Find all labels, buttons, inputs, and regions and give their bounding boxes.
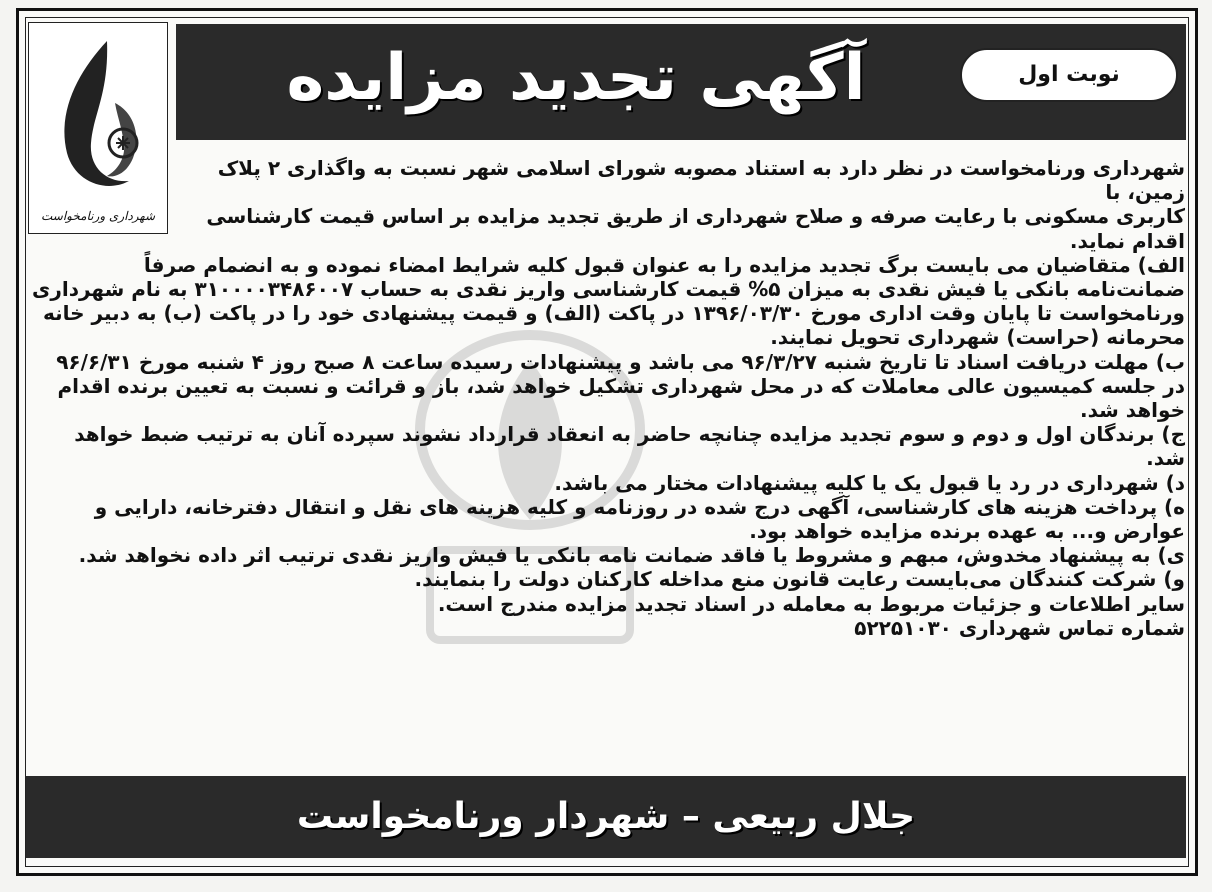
clause-dal: د) شهرداری در رد یا قبول یک یا کلیه پیشنهادات مختار می باشد. (554, 470, 1185, 495)
clause-vav: و) شرکت کنندگان می‌بایست رعایت قانون منع مداخله کارکنان دولت را بنمایند. (414, 567, 1185, 592)
notice-title: آگهی تجدید مزایده (286, 41, 866, 115)
clause-he: ه) پرداخت هزینه های کارشناسی، آگهی درج شده در روزنامه و کلیه هزینه های نقل و انتقال دفترخانه، دارایی و عوارض و... به عهده برنده مزایده خواهد بود. (94, 494, 1185, 544)
clause-ye: ی) به پیشنهاد مخدوش، مبهم و مشروط یا فاقد ضمانت نامه بانکی یا فیش واریز نقدی ترتیب اثر داده نخواهد شد. (78, 543, 1185, 568)
clause-be: ب) مهلت دریافت اسناد تا تاریخ شنبه ۹۶/۳/۲۷ می باشد و پیشنهادات رسیده ساعت ۸ صبح روز ۴ شنبه مورخ ۹۶/۶/۳۱ در جلسه کمیسیون عالی معاملات که در محل شهرداری تشکیل خواهد شد، باز و قرائت و نسبت به تعیین برنده اقدام خواهد شد. (56, 349, 1185, 423)
notice-body (30, 156, 1185, 756)
intro-line-1: شهرداری ورنامخواست در نظر دارد به استناد مصوبه شورای اسلامی شهر نسبت به واگذاری ۲ پلاک زمین، با (217, 156, 1185, 205)
contact-phone-line: شماره تماس شهرداری ۵۲۲۵۱۰۳۰ (854, 615, 1185, 640)
other-info-line: سایر اطلاعات و جزئیات مربوط به معامله در اسناد تجدید مزایده مندرج است. (437, 591, 1185, 616)
intro-block (205, 156, 1185, 253)
intro-line-2: کاربری مسکونی با رعایت صرفه و صلاح شهرداری از طریق تجدید مزایده بر اساس قیمت کارشناسی اقدام نماید. (206, 204, 1185, 253)
clause-jim: ج) برندگان اول و دوم و سوم تجدید مزایده چنانچه حاضر به انعقاد قرارداد نشوند سپرده آنان به ترتیب ضبط خواهد شد. (74, 422, 1185, 471)
mayor-signature: جلال ربیعی – شهردار ورنامخواست (296, 796, 916, 837)
clause-alef: الف) متقاضیان می بایست برگ تجدید مزایده را به عنوان قبول کلیه شرایط امضاء نموده و به انضمام صرفاً ضمانت‌نامه بانکی یا فیش نقدی به میزان ۵% قیمت کارشناسی واریز نقدی به حساب ۳۱۰۰۰۰۳۴۸۶۰۰۷ به نام شهرداری ورنامخواست تا پایان وقت اداری مورخ ۱۳۹۶/۰۳/۳۰ در پاکت (الف) و قیمت پیشنهادی خود را در پاکت (ب) به دبیر خانه محرمانه (حراست) شهرداری تحویل نمایند. (32, 252, 1185, 350)
logo-caption: شهرداری ورنامخواست (40, 209, 156, 223)
round-badge: نوبت اول (960, 48, 1178, 102)
